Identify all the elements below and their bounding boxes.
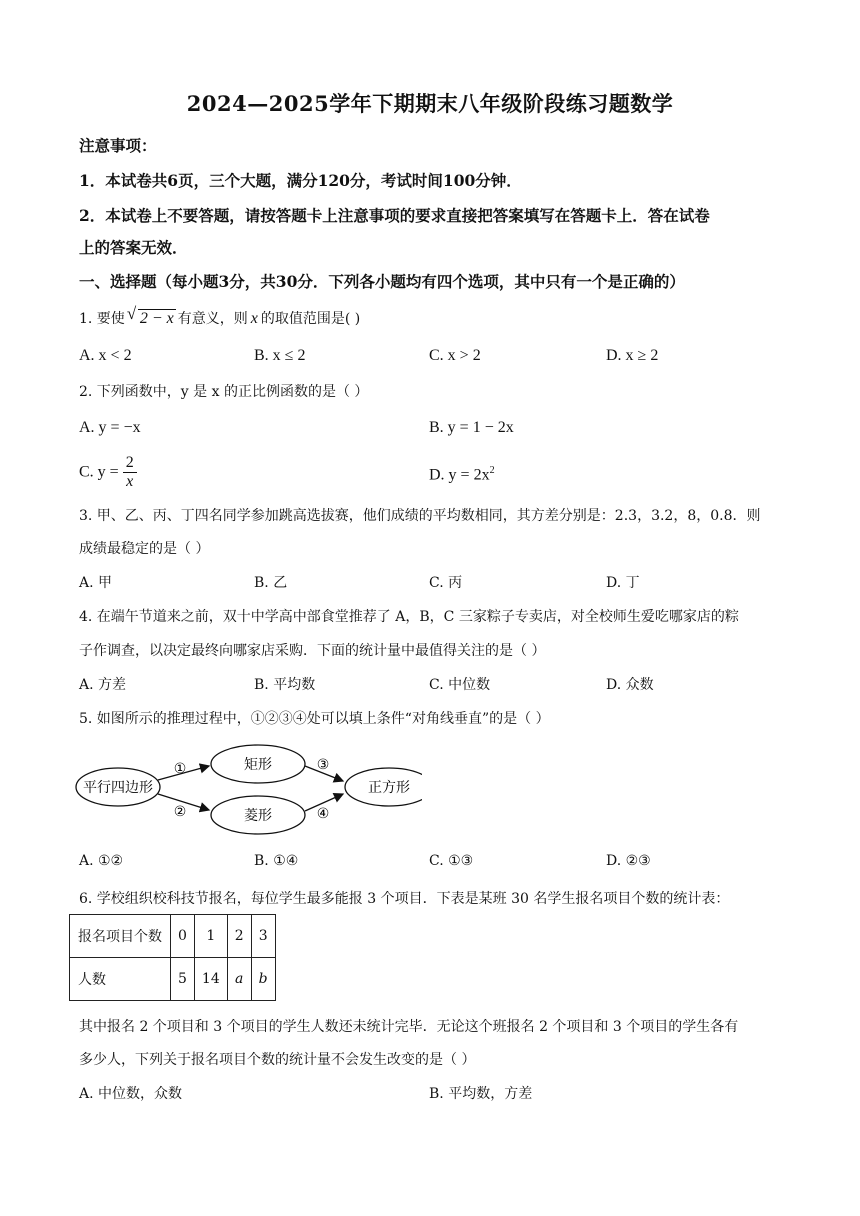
rhombus-label: 菱形 bbox=[244, 808, 272, 824]
table-cell: 5 bbox=[171, 958, 195, 1001]
table-cell: 1 bbox=[194, 915, 227, 958]
notes-item-1: 1．本试卷共6页，三个大题，满分120分，考试时间100分钟． bbox=[79, 171, 522, 190]
question-5-stem: 5. 如图所示的推理过程中，①②③④处可以填上条件“对角线垂直”的是（ ） bbox=[79, 711, 550, 727]
q3-option-b: B. 乙 bbox=[254, 575, 288, 591]
table-cell: a bbox=[227, 958, 251, 1001]
q4-option-b: B. 平均数 bbox=[254, 677, 316, 693]
condition-4-label: ④ bbox=[316, 806, 330, 822]
notes-item-2-line-1: 2．本试卷上不要答题，请按答题卡上注意事项的要求直接把答案填写在答题卡上．答在试卷 bbox=[79, 206, 710, 225]
table-cell: 0 bbox=[171, 915, 195, 958]
q5-option-c: C. ①③ bbox=[429, 853, 474, 869]
q3-option-a: A. 甲 bbox=[79, 575, 113, 591]
q1-option-a: A. x < 2 bbox=[79, 347, 132, 364]
question-3-line-1: 3. 甲、乙、丙、丁四名同学参加跳高选拔赛，他们成绩的平均数相同，其方差分别是：2.3，3.2，8，0.8．则 bbox=[79, 508, 761, 524]
q1-radicand: 2 − x bbox=[139, 310, 174, 327]
question-4-line-2: 子作调查，以决定最终向哪家店采购．下面的统计量中最值得关注的是（ ） bbox=[79, 643, 546, 659]
registration-stat-table bbox=[69, 914, 276, 1001]
section-1-heading: 一、选择题（每小题3分，共30分．下列各小题均有四个选项，其中只有一个是正确的） bbox=[79, 272, 685, 291]
q2-option-b: B. y = 1 − 2x bbox=[429, 419, 514, 436]
q2-option-a: A. y = −x bbox=[79, 419, 141, 436]
q2-c-denominator: x bbox=[126, 473, 134, 490]
condition-1-label: ① bbox=[173, 761, 187, 777]
page-title: 2024—2025学年下期期末八年级阶段练习题数学 bbox=[186, 91, 674, 116]
q6-option-b: B. 平均数，方差 bbox=[429, 1086, 533, 1102]
reasoning-diagram bbox=[72, 740, 422, 840]
q2-c-label: C. y = bbox=[79, 463, 119, 481]
q1-sqrt: √ 2 − x bbox=[126, 304, 174, 327]
q2-c-numerator: 2 bbox=[123, 454, 137, 473]
condition-3-label: ③ bbox=[316, 757, 330, 773]
q2-d-text: D. y = 2x bbox=[429, 466, 490, 484]
question-6-line-1: 其中报名 2 个项目和 3 个项目的学生人数还未统计完毕．无论这个班报名 2 个项目和 3 个项目的学生各有 bbox=[79, 1019, 739, 1035]
q6-option-a: A. 中位数，众数 bbox=[79, 1086, 183, 1102]
q4-option-c: C. 中位数 bbox=[429, 677, 491, 693]
q5-option-b: B. ①④ bbox=[254, 853, 299, 869]
table-cell: 14 bbox=[194, 958, 227, 1001]
q1-option-d: D. x ≥ 2 bbox=[606, 347, 659, 364]
table-cell: 人数 bbox=[70, 958, 171, 1001]
q2-d-exponent: 2 bbox=[489, 465, 495, 476]
table-cell: 2 bbox=[227, 915, 251, 958]
square-label: 正方形 bbox=[368, 780, 410, 796]
q1-option-c: C. x > 2 bbox=[429, 347, 481, 364]
q1-pre: 1. 要使 bbox=[79, 311, 125, 327]
parallelogram-label: 平行四边形 bbox=[83, 780, 153, 796]
q1-option-b: B. x ≤ 2 bbox=[254, 347, 306, 364]
rectangle-label: 矩形 bbox=[244, 757, 272, 773]
q2-c-fraction bbox=[123, 454, 137, 491]
question-1-stem bbox=[79, 304, 361, 328]
q3-option-d: D. 丁 bbox=[606, 575, 640, 591]
q1-post: 有意义，则 bbox=[177, 311, 248, 327]
question-3-line-2: 成绩最稳定的是（ ） bbox=[79, 541, 210, 557]
table-cell: 3 bbox=[251, 915, 275, 958]
question-4-line-1: 4. 在端午节道来之前，双十中学高中部食堂推荐了 A，B，C 三家粽子专卖店，对全校师生爱吃哪家店的粽 bbox=[79, 609, 739, 625]
question-6-line-2: 多少人，下列关于报名项目个数的统计量不会发生改变的是（ ） bbox=[79, 1052, 476, 1068]
table-cell: 报名项目个数 bbox=[70, 915, 171, 958]
question-2-stem: 2. 下列函数中，y 是 x 的正比例函数的是（ ） bbox=[79, 384, 369, 400]
table-cell: b bbox=[251, 958, 275, 1001]
q2-option-d bbox=[429, 465, 495, 484]
q4-option-d: D. 众数 bbox=[606, 677, 654, 693]
q3-option-c: C. 丙 bbox=[429, 575, 463, 591]
notes-heading: 注意事项： bbox=[79, 136, 157, 155]
q2-option-c bbox=[79, 454, 137, 491]
q1-var: x bbox=[250, 310, 258, 327]
notes-item-2-line-2: 上的答案无效． bbox=[79, 238, 188, 257]
q5-option-d: D. ②③ bbox=[606, 853, 651, 869]
condition-2-label: ② bbox=[173, 804, 187, 820]
q5-option-a: A. ①② bbox=[79, 853, 124, 869]
table-row bbox=[70, 915, 276, 958]
q4-option-a: A. 方差 bbox=[79, 677, 127, 693]
table-row bbox=[70, 958, 276, 1001]
question-6-stem: 6. 学校组织校科技节报名，每位学生最多能报 3 个项目．下表是某班 30 名学生报名项目个数的统计表： bbox=[79, 891, 730, 907]
q1-post2: 的取值范围是( ) bbox=[260, 311, 361, 327]
